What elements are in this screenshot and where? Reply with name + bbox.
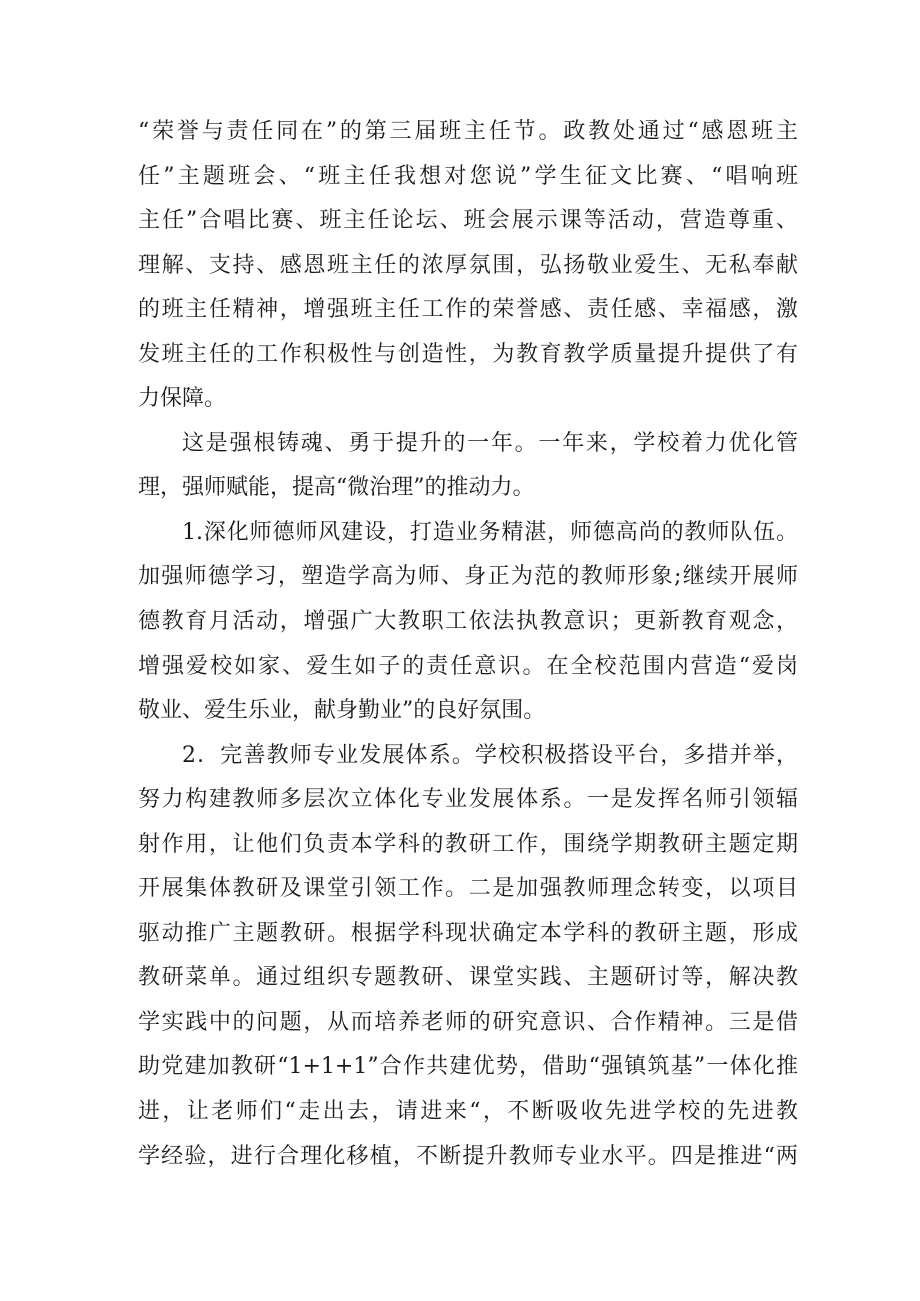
text-line: 学经验，进行合理化移植，不断提升教师专业水平。四是推进“两 bbox=[138, 1143, 798, 1169]
paragraph-start-line: 这是强根铸魂、勇于提升的一年。一年来，学校着力优化管 bbox=[182, 430, 798, 456]
list-item-1-heading: 1.深化师德师风建设，打造业务精湛，师德高尚的教师队伍。 bbox=[182, 519, 798, 545]
list-item-2-heading: 2．完善教师专业发展体系。学校积极搭设平台，多措并举， bbox=[182, 742, 798, 768]
text-line: 德教育月活动，增强广大教职工依法执教意识；更新教育观念， bbox=[138, 609, 798, 635]
text-line: 敬业、爱生乐业，献身勤业”的良好氛围。 bbox=[138, 698, 546, 724]
text-line: 驱动推广主题教研。根据学科现状确定本学科的教研主题，形成 bbox=[138, 920, 798, 946]
text-line: 的班主任精神，增强班主任工作的荣誉感、责任感、幸福感，激 bbox=[138, 297, 798, 323]
text-line: 理解、支持、感恩班主任的浓厚氛围，弘扬敬业爱生、无私奉献 bbox=[138, 252, 798, 278]
text-line: 开展集体教研及课堂引领工作。二是加强教师理念转变，以项目 bbox=[138, 876, 798, 902]
text-line: 理，强师赋能，提高“微治理”的推动力。 bbox=[138, 475, 535, 501]
text-line: 加强师德学习，塑造学高为师、身正为范的教师形象;继续开展师 bbox=[138, 564, 798, 590]
text-line: 进，让老师们“走出去，请进来“，不断吸收先进学校的先进教 bbox=[138, 1099, 798, 1125]
text-line: 增强爱校如家、爱生如子的责任意识。在全校范围内营造“爱岗 bbox=[138, 653, 798, 679]
text-line: 任”主题班会、“班主任我想对您说”学生征文比赛、“唱响班 bbox=[138, 163, 798, 189]
text-line: “荣誉与责任同在”的第三届班主任节。政教处通过“感恩班主 bbox=[138, 119, 798, 144]
text-line: 助党建加教研“1+1+1”合作共建优势，借助“强镇筑基”一体化推 bbox=[138, 1054, 798, 1080]
text-line: 主任”合唱比赛、班主任论坛、班会展示课等活动，营造尊重、 bbox=[138, 208, 798, 234]
text-line: 教研菜单。通过组织专题教研、课堂实践、主题研讨等，解决教 bbox=[138, 965, 798, 991]
text-line: 发班主任的工作积极性与创造性，为教育教学质量提升提供了有 bbox=[138, 341, 798, 367]
text-line: 射作用，让他们负责本学科的教研工作，围绕学期教研主题定期 bbox=[138, 831, 798, 857]
text-line: 学实践中的问题，从而培养老师的研究意识、合作精神。三是借 bbox=[138, 1009, 798, 1035]
text-line: 力保障。 bbox=[138, 386, 227, 412]
body-text bbox=[138, 110, 798, 1179]
text-line: 努力构建教师多层次立体化专业发展体系。一是发挥名师引领辐 bbox=[138, 787, 798, 813]
